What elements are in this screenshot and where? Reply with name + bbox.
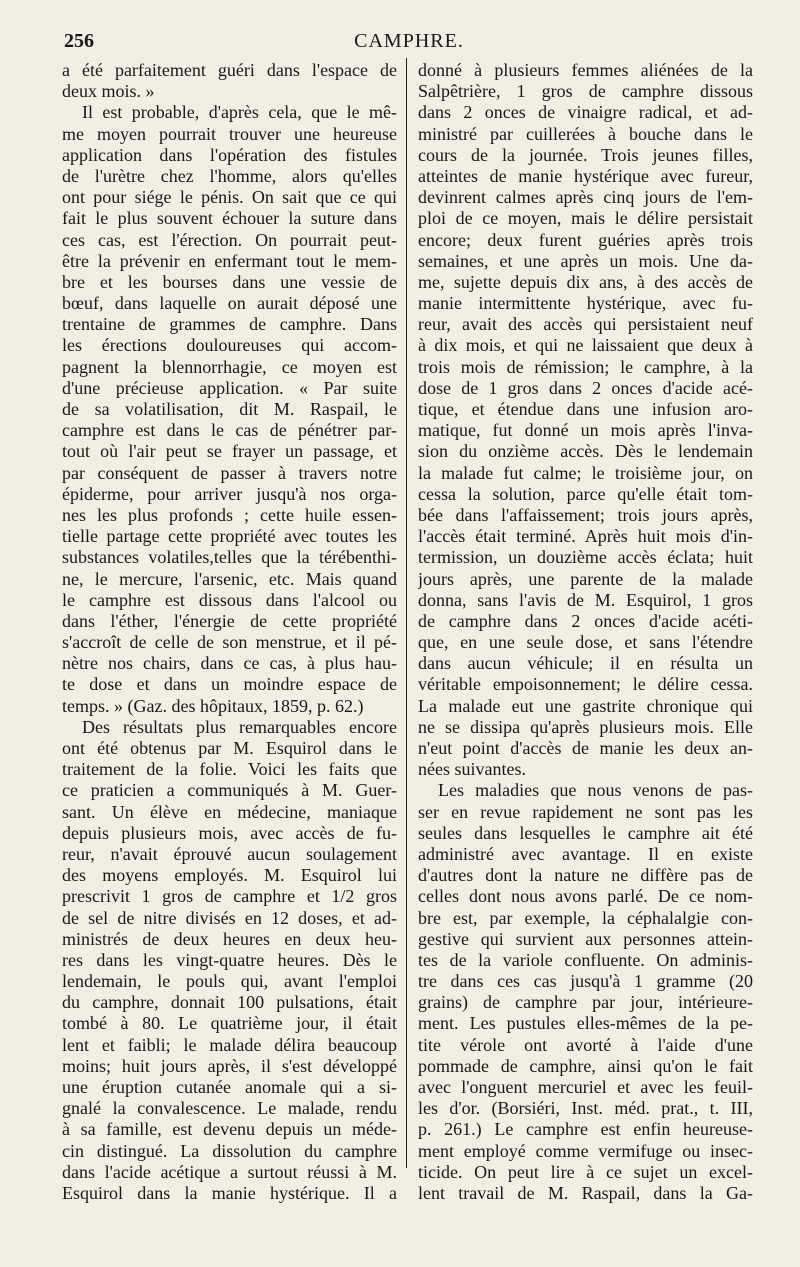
text-line: application dans l'opération des fistules (62, 144, 397, 165)
text-line: ministrés de deux heures en deux heu- (62, 928, 397, 949)
text-line: res dans les vingt-quatre heures. Dès le (62, 949, 397, 970)
column-divider (406, 58, 407, 1168)
text-line: fait le plus souvent échouer la suture dans (62, 208, 397, 229)
text-line: moins; huit jours après, il s'est développé (62, 1055, 397, 1076)
text-line: les d'or. (Borsiéri, Inst. méd. prat., t. III, (418, 1098, 753, 1119)
text-line: dans aucun véhicule; il en résulta un (418, 653, 753, 674)
text-line: donné à plusieurs femmes aliénées de la (418, 60, 753, 80)
text-line: temps. » (Gaz. des hôpitaux, 1859, p. 62.) (62, 695, 364, 716)
text-line: reur, avait des accès qui persistaient neuf (418, 314, 753, 335)
text-line: ces cas, est l'érection. On pourrait peut- (62, 229, 397, 250)
text-line: tique, et étendue dans une infusion aro- (418, 399, 753, 419)
text-line: prescrivit 1 gros de camphre et 1/2 gros (62, 886, 397, 907)
text-line: ce praticien a communiqués à M. Guer- (62, 780, 397, 801)
text-line: cin distingué. La dissolution du camphre (62, 1140, 397, 1161)
text-line: des moyens employés. M. Esquirol lui (62, 865, 397, 886)
text-line: ploi de ce moyen, mais le délire persistait (418, 208, 753, 229)
text-line: lendemain, le pouls qui, avant l'emploi (62, 971, 397, 992)
text-line: tout où l'air peut se frayer un passage, et (62, 441, 397, 462)
text-line: de sel de nitre divisés en 12 doses, et ad- (62, 907, 397, 928)
text-line: le camphre est dissous dans l'alcool ou (62, 589, 397, 610)
text-line: administré avec avantage. Il en existe (418, 843, 753, 864)
text-line: dans l'éther, l'énergie de cette propriété (62, 610, 397, 631)
text-line: pagnent la blennorrhagie, ce moyen est (62, 356, 397, 377)
text-line: a été parfaitement guéri dans l'espace de (62, 60, 397, 80)
text-line: à dix mois, et qui ne laissaient que deux à (418, 335, 753, 356)
text-line: trentaine de grammes de camphre. Dans (62, 314, 397, 335)
text-line: celles dont nous avons parlé. De ce nom- (418, 886, 753, 907)
text-line: grains) de camphre par jour, intérieure- (418, 992, 753, 1013)
text-line: ont pour siége le pénis. On sait que ce qui (62, 187, 397, 208)
text-line: ser en revue rapidement ne sont pas les (418, 801, 753, 822)
text-line: atteintes de manie hystérique avec fureur, (418, 165, 753, 186)
text-line: ticide. On peut lire à ce sujet un excel- (418, 1161, 753, 1182)
text-line: dans l'acide acétique a surtout réussi à M. (62, 1161, 397, 1182)
text-line: ment. Les pustules elles-mêmes de la pe- (418, 1013, 753, 1034)
text-line: épiderme, pour arriver jusqu'à nos orga- (62, 483, 397, 504)
text-line: lent travail de M. Raspail, dans la Ga- (418, 1182, 753, 1203)
text-line: bre et les bourses dans une vessie de (62, 271, 397, 292)
text-line: nètre nos chairs, dans ce cas, à plus hau- (62, 653, 397, 674)
text-line: cessa la solution, parce qu'elle était tom- (418, 483, 753, 504)
text-line: pommade de camphre, ainsi qu'on le fait (418, 1055, 753, 1076)
text-line: ment employé comme vermifuge ou insec- (418, 1140, 753, 1161)
right-text-column (418, 60, 753, 1204)
text-line: une éruption cutanée anomale qui a si- (62, 1077, 397, 1097)
text-line: ministré par cuillerées à bouche dans le (418, 123, 753, 144)
text-line: dans 2 onces de vinaigre radical, et ad- (418, 102, 753, 123)
text-line: seules dans lesquelles le camphre ait été (418, 822, 753, 843)
text-line: matique, fut donné un mois après l'inva- (418, 420, 753, 441)
text-line: Des résultats plus remarquables encore (82, 716, 397, 737)
text-line: Salpêtrière, 1 gros de camphre dissous (418, 81, 753, 102)
text-line: termission, un douzième accès éclata; huit (418, 547, 753, 568)
text-line: avec l'onguent mercuriel et avec les feuil- (418, 1077, 753, 1097)
text-line: être la prévenir en enfermant tout le mem- (62, 250, 397, 271)
text-line: reur, n'avait éprouvé aucun soulagement (62, 843, 397, 864)
text-line: me, sujette depuis dix ans, à des accès de (418, 271, 753, 292)
text-line: p. 261.) Le camphre est enfin heureuse- (418, 1119, 753, 1140)
text-line: s'accroît de celle de son menstrue, et il pé- (62, 632, 397, 653)
text-line: sant. Un élève en médecine, maniaque (62, 801, 397, 822)
text-line: l'accès était terminé. Après huit mois d'in- (418, 526, 753, 547)
text-line: de camphre dans 2 onces d'acide acéti- (418, 610, 753, 631)
text-line: par conséquent de passer à travers notre (62, 462, 397, 483)
text-line: La malade eut une gastrite chronique qui (418, 695, 753, 716)
text-line: bœuf, dans laquelle on aurait déposé une (62, 293, 397, 314)
text-line: les érections douloureuses qui accom- (62, 335, 397, 356)
text-line: traitement de la folie. Voici les faits que (62, 759, 397, 780)
text-line: ne se dissipa qu'après plusieurs mois. Elle (418, 716, 753, 737)
text-line: nes les plus profonds ; cette huile essen- (62, 504, 397, 525)
text-line: Les maladies que nous venons de pas- (438, 780, 753, 801)
text-line: que, en une seule dose, et sans l'étendre (418, 632, 753, 653)
text-line: donna, sans l'avis de M. Esquirol, 1 gros (418, 589, 753, 610)
text-line: lent et faibli; le malade délira beaucoup (62, 1034, 397, 1055)
text-line: véritable empoisonnement; le délire cessa. (418, 674, 753, 695)
text-line: deux mois. » (62, 81, 155, 102)
text-line: gnalé la convalescence. Le malade, rendu (62, 1098, 397, 1119)
text-line: jours après, une parente de la malade (418, 568, 753, 589)
text-line: camphre est dans le cas de pénétrer par- (62, 420, 397, 441)
left-text-column (62, 60, 397, 1204)
text-line: tes de la variole confluente. On adminis- (418, 949, 753, 970)
text-line: ne, le mercure, l'arsenic, etc. Mais quand (62, 568, 397, 589)
text-line: encore; deux furent guéries après trois (418, 229, 753, 250)
text-line: bre est, par exemple, la céphalalgie con- (418, 907, 753, 928)
text-line: sion du onzième accès. Dès le lendemain (418, 441, 753, 462)
page-header (64, 30, 754, 60)
text-line: devinrent calmes après cinq jours de l'em- (418, 187, 753, 208)
text-line: ont été obtenus par M. Esquirol dans le (62, 738, 397, 758)
text-line: d'autres dont la nature ne diffère pas de (418, 865, 753, 886)
text-line: dose de 1 gros dans 2 onces d'acide acé- (418, 377, 753, 398)
text-line: d'une précieuse application. « Par suite (62, 377, 397, 398)
text-line: de l'urètre chez l'homme, alors qu'elles (62, 165, 397, 186)
text-line: trois mois de rémission; le camphre, à la (418, 356, 753, 377)
text-line: semaines, et une après un mois. Une da- (418, 250, 753, 271)
text-line: tre dans ces cas jusqu'à 1 gramme (20 (418, 971, 753, 992)
text-line: substances volatiles,telles que la térébenthi- (62, 547, 397, 568)
text-line: depuis plusieurs mois, avec accès de fu- (62, 822, 397, 843)
text-line: nées suivantes. (418, 759, 526, 780)
text-line: bée dans l'affaissement; trois jours après, (418, 504, 753, 525)
text-line: me moyen pourrait trouver une heureuse (62, 123, 397, 144)
text-line: tielle partage cette propriété avec toutes les (62, 526, 397, 547)
text-line: de sa volatilisation, dit M. Raspail, le (62, 399, 397, 419)
text-line: gestive qui survient aux personnes attein- (418, 928, 753, 949)
text-line: tite vérole ont avorté à l'aide d'une (418, 1034, 753, 1055)
text-line: n'eut point d'accès de manie les deux an- (418, 738, 753, 758)
text-line: manie intermittente hystérique, avec fu- (418, 293, 753, 314)
text-line: à sa famille, est devenu depuis un méde- (62, 1119, 397, 1140)
text-line: du camphre, donnait 100 pulsations, était (62, 992, 397, 1013)
text-line: Il est probable, d'après cela, que le mê- (82, 102, 397, 123)
text-line: tombé à 80. Le quatrième jour, il était (62, 1013, 397, 1034)
running-title: CAMPHRE. (354, 30, 464, 52)
text-line: la malade fut calme; le troisième jour, on (418, 462, 753, 483)
text-line: cours de la journée. Trois jeunes filles, (418, 144, 753, 165)
text-line: Esquirol dans la manie hystérique. Il a (62, 1182, 397, 1203)
text-line: te dose et dans un moindre espace de (62, 674, 397, 695)
page-number: 256 (64, 30, 94, 52)
